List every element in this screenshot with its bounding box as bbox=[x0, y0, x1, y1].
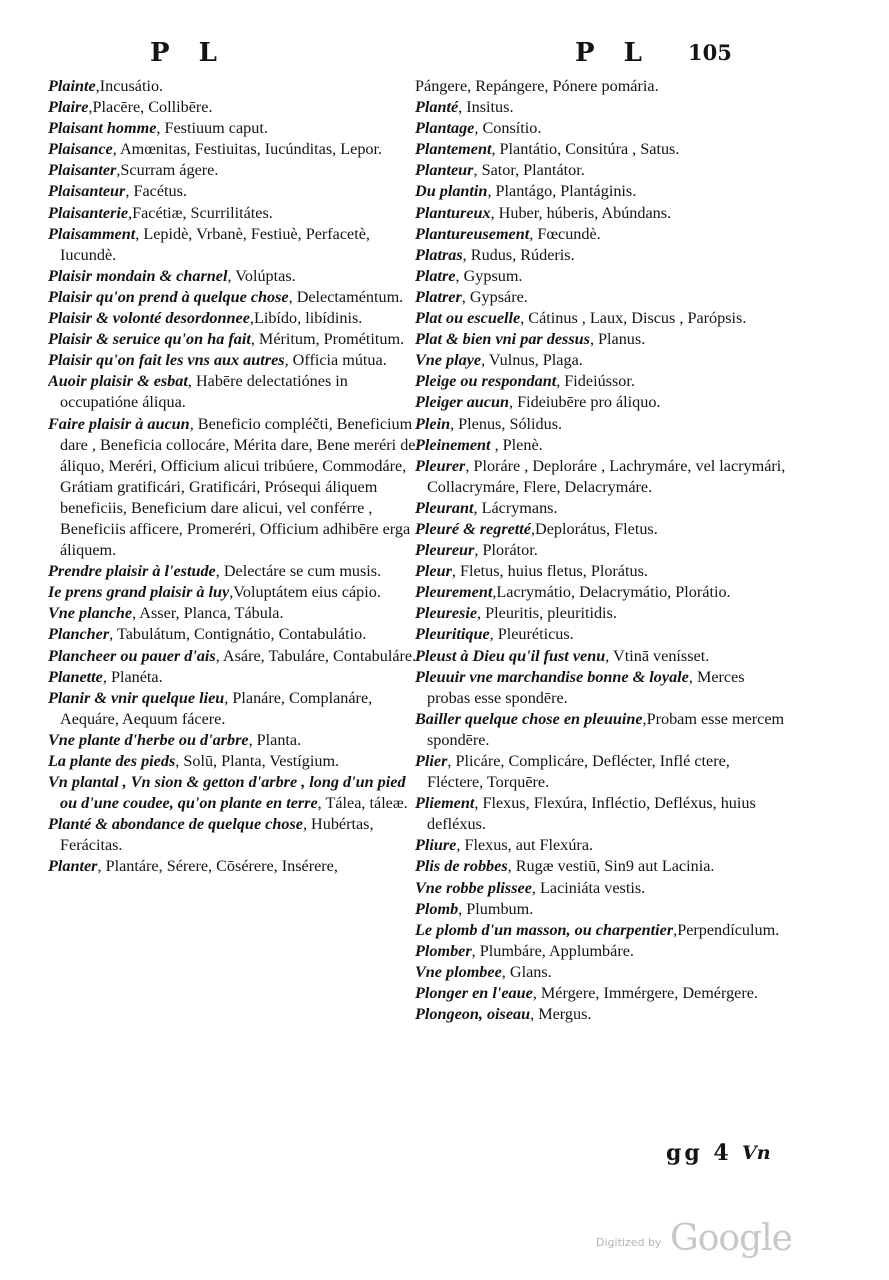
signature-mark: gg 4 bbox=[666, 1140, 732, 1166]
entry-headword: Plainte bbox=[48, 77, 96, 95]
entry-headword: Pleust à Dieu qu'il fust venu bbox=[415, 646, 606, 665]
entry-gloss: , Planus. bbox=[589, 330, 646, 349]
entry-headword: Plaisamment bbox=[48, 224, 136, 243]
dictionary-entry bbox=[415, 941, 787, 962]
entry-headword: Plomber bbox=[415, 941, 472, 960]
entry-headword: Bailler quelque chose en pleuuine bbox=[415, 709, 643, 728]
entry-headword: Platras bbox=[415, 245, 463, 264]
entry-headword: Plaisanter bbox=[48, 161, 117, 180]
entry-headword: Plaisir qu'on prend à quelque chose bbox=[48, 287, 289, 306]
dictionary-entry bbox=[48, 139, 420, 160]
entry-gloss: ,Probam esse mercem spondēre. bbox=[427, 709, 785, 749]
entry-headword: Plaisanteur bbox=[48, 182, 126, 201]
dictionary-entry bbox=[415, 266, 787, 287]
entry-headword: Pleinement bbox=[415, 435, 491, 454]
entry-headword: Pleuritique bbox=[415, 625, 490, 644]
dictionary-entry bbox=[48, 266, 420, 287]
dictionary-entry bbox=[48, 646, 420, 667]
entry-headword: Planter bbox=[48, 857, 98, 876]
dictionary-entry bbox=[48, 371, 420, 413]
dictionary-entry bbox=[415, 76, 787, 97]
dictionary-entry bbox=[415, 224, 787, 245]
entry-gloss: , Fœcundè. bbox=[529, 224, 601, 243]
entry-gloss: , Vulnus, Plaga. bbox=[481, 351, 583, 370]
dictionary-entry bbox=[48, 287, 420, 308]
entry-headword: Plantage bbox=[415, 119, 475, 138]
dictionary-entry bbox=[48, 751, 420, 772]
dictionary-entry bbox=[48, 814, 420, 856]
entry-headword: Vne plombee bbox=[415, 962, 502, 981]
entry-headword: Plaisir qu'on fait les vns aux autres bbox=[48, 351, 285, 370]
entry-headword: Faire plaisir à aucun bbox=[48, 414, 190, 433]
entry-headword: Plat ou escuelle bbox=[415, 309, 521, 328]
dictionary-entry bbox=[415, 329, 787, 350]
dictionary-entry bbox=[415, 308, 787, 329]
entry-headword: Pleurant bbox=[415, 498, 474, 517]
dictionary-entry bbox=[48, 688, 420, 730]
dictionary-entry bbox=[415, 793, 787, 835]
dictionary-entry bbox=[415, 139, 787, 160]
dictionary-entry bbox=[415, 540, 787, 561]
entry-headword: Pleurer bbox=[415, 456, 466, 475]
entry-gloss: , Rudus, Rúderis. bbox=[462, 245, 575, 264]
entry-headword: Pleuré & regretté bbox=[415, 519, 531, 538]
entry-gloss: ,Voluptátem eius cápio. bbox=[229, 583, 381, 602]
entry-gloss: , Merces probas esse spondēre. bbox=[427, 667, 745, 707]
entry-gloss: , Fideiússor. bbox=[556, 372, 635, 391]
entry-gloss: , Fletus, huius fletus, Plorátus. bbox=[451, 562, 648, 581]
dictionary-entry bbox=[415, 878, 787, 899]
dictionary-entry bbox=[415, 646, 787, 667]
dictionary-entry bbox=[415, 899, 787, 920]
entry-gloss: , Méritum, Prométitum. bbox=[250, 330, 405, 349]
entry-gloss: , Tálea, táleæ. bbox=[317, 794, 408, 813]
entry-gloss: , Plumbáre, Applumbáre. bbox=[471, 941, 634, 960]
entry-headword: Pliure bbox=[415, 836, 457, 855]
entry-gloss: , Planéta. bbox=[102, 667, 163, 686]
entry-headword: Plaisance bbox=[48, 140, 113, 159]
google-logo: Google bbox=[670, 1218, 792, 1259]
entry-gloss: , Gypsum. bbox=[455, 266, 523, 285]
entry-gloss: , Habēre delectatiónes in occupatióne áliqua. bbox=[60, 372, 348, 412]
entry-gloss: , Delectáre se cum musis. bbox=[215, 562, 382, 581]
left-column bbox=[48, 76, 420, 1146]
entry-headword: Plaisir & seruice qu'on ha fait bbox=[48, 330, 251, 349]
dictionary-entry bbox=[48, 603, 420, 624]
entry-headword: Auoir plaisir & esbat bbox=[48, 372, 188, 391]
entry-gloss: , Sator, Plantátor. bbox=[473, 161, 585, 180]
dictionary-entry bbox=[415, 1004, 787, 1025]
entry-gloss: , Festiuum caput. bbox=[156, 119, 268, 138]
entry-headword: Plein bbox=[415, 414, 451, 433]
dictionary-entry bbox=[415, 667, 787, 709]
entry-gloss: , Huber, húberis, Abúndans. bbox=[490, 203, 672, 222]
entry-headword: Plancheer ou pauer d'ais bbox=[48, 646, 216, 665]
dictionary-entry bbox=[415, 371, 787, 392]
dictionary-entry bbox=[48, 730, 420, 751]
dictionary-entry bbox=[48, 97, 420, 118]
dictionary-entry bbox=[415, 856, 787, 877]
entry-gloss: , Beneficio compléčti, Beneficium dare , Beneficia collocáre, Mérita dare, Bene meréri de áliquo, Meréri, Officium alicui tribúere, Commodáre, Grátiam gratificári, Gratificári, Prósequi áliquem beneficiis, Beneficium dare alicui, vel conférre , Beneficiis afficere, Promeréri, Officium adhibēre erga áliquem. bbox=[60, 414, 416, 560]
entry-gloss: , Lácrymans. bbox=[473, 498, 558, 517]
dictionary-entry bbox=[48, 856, 420, 877]
entry-gloss: , Facétus. bbox=[125, 182, 187, 201]
dictionary-entry bbox=[415, 97, 787, 118]
entry-headword: Plaisir & volonté desordonnee bbox=[48, 309, 250, 328]
dictionary-entry bbox=[415, 519, 787, 540]
dictionary-entry bbox=[415, 603, 787, 624]
entry-headword: Planette bbox=[48, 667, 103, 686]
entry-gloss: , Solū, Planta, Vestígium. bbox=[175, 752, 340, 770]
page-header bbox=[0, 38, 889, 70]
entry-headword: Platrer bbox=[415, 287, 462, 306]
right-running-head: P L bbox=[575, 38, 652, 68]
entry-gloss: , Planta. bbox=[248, 730, 302, 749]
dictionary-entry bbox=[415, 392, 787, 413]
entry-headword: Planir & vnir quelque lieu bbox=[48, 688, 225, 707]
dictionary-entry bbox=[415, 835, 787, 856]
dictionary-entry bbox=[48, 350, 420, 371]
entry-gloss: , Plantátio, Consitúra , Satus. bbox=[491, 140, 680, 159]
entry-gloss: ,Libído, libídinis. bbox=[249, 309, 363, 328]
entry-headword: Plaire bbox=[48, 98, 89, 117]
entry-headword: La plante des pieds bbox=[48, 752, 176, 770]
entry-gloss: ,Scurram ágere. bbox=[116, 161, 219, 180]
entry-gloss: , Laciniáta vestis. bbox=[531, 878, 646, 897]
right-column bbox=[415, 76, 787, 1146]
entry-headword: Plonger en l'eaue bbox=[415, 984, 533, 1003]
entry-gloss: , Rugæ vestiū, Sin9 aut Lacinia. bbox=[507, 857, 715, 876]
dictionary-entry bbox=[48, 624, 420, 645]
page-number: 105 bbox=[688, 40, 732, 65]
entry-gloss: , Cátinus , Laux, Discus , Parópsis. bbox=[520, 309, 747, 328]
entry-gloss: , Asáre, Tabuláre, Contabuláre. bbox=[215, 646, 417, 665]
entry-gloss: , Planáre, Complanáre, Aequáre, Aequum fácere. bbox=[60, 688, 373, 728]
entry-gloss: ,Deplorátus, Fletus. bbox=[530, 519, 658, 538]
dictionary-entry bbox=[415, 709, 787, 751]
entry-headword: Vn plantal , Vn sion & getton d'arbre , long d'un pied ou d'une coudee, qu'on plante en terre bbox=[48, 773, 406, 813]
dictionary-entry bbox=[415, 160, 787, 181]
entry-gloss: , Plenus, Sólidus. bbox=[450, 414, 563, 433]
page-footer bbox=[0, 1140, 889, 1170]
entry-headword: Ie prens grand plaisir à luy bbox=[48, 583, 230, 602]
entry-gloss: ,Placēre, Collibēre. bbox=[88, 98, 213, 117]
entry-headword: Pleuresie bbox=[415, 604, 478, 623]
dictionary-entry bbox=[48, 76, 420, 97]
entry-gloss: , Pleuritis, pleuritidis. bbox=[477, 604, 617, 623]
entry-headword: Plis de robbes bbox=[415, 857, 508, 876]
dictionary-entry bbox=[415, 751, 787, 793]
entry-headword: Plantureusement bbox=[415, 224, 530, 243]
entry-gloss: , Plorátor. bbox=[474, 541, 538, 560]
dictionary-entry bbox=[48, 224, 420, 266]
entry-headword: Plat & bien vni par dessus bbox=[415, 330, 590, 349]
dictionary-entry bbox=[415, 498, 787, 519]
entry-gloss: , Officia mútua. bbox=[284, 351, 387, 370]
entry-headword: Planté bbox=[415, 98, 459, 117]
dictionary-entry bbox=[415, 456, 787, 498]
entry-headword: Planté & abondance de quelque chose bbox=[48, 815, 303, 834]
dictionary-entry bbox=[415, 350, 787, 371]
entry-headword: Plier bbox=[415, 752, 448, 770]
entry-headword: Plaisant homme bbox=[48, 119, 157, 138]
dictionary-entry bbox=[48, 667, 420, 688]
entry-gloss: , Gypsáre. bbox=[461, 287, 528, 306]
dictionary-entry bbox=[48, 414, 420, 562]
entry-gloss: , Plumbum. bbox=[458, 899, 534, 918]
entry-gloss: , Glans. bbox=[501, 962, 552, 981]
dictionary-entry bbox=[415, 582, 787, 603]
dictionary-entry bbox=[415, 920, 787, 941]
dictionary-entry bbox=[415, 181, 787, 202]
entry-gloss: , Plantáre, Sérere, Cōsérere, Insérere, bbox=[97, 857, 338, 876]
dictionary-entry bbox=[48, 181, 420, 202]
entry-headword: Planteur bbox=[415, 161, 474, 180]
entry-headword: Pleurement bbox=[415, 583, 493, 602]
dictionary-entry bbox=[415, 414, 787, 435]
dictionary-entry bbox=[48, 160, 420, 181]
entry-gloss: , Tabulátum, Contignátio, Contabulátio. bbox=[109, 625, 367, 644]
entry-gloss: , Consítio. bbox=[474, 119, 542, 138]
entry-gloss: , Plenè. bbox=[490, 435, 543, 454]
entry-gloss: , Hubértas, Ferácitas. bbox=[60, 815, 374, 855]
entry-gloss: , Delectaméntum. bbox=[288, 287, 404, 306]
entry-gloss: , Fideiubēre pro áliquo. bbox=[508, 393, 661, 412]
digitized-label: Digitized by bbox=[596, 1236, 662, 1249]
entry-headword: Pleureur bbox=[415, 541, 475, 560]
entry-gloss: , Volúptas. bbox=[227, 266, 296, 285]
entry-gloss: , Ploráre , Deploráre , Lachrymáre, vel lacrymári, Collacrymáre, Flere, Delacrymáre. bbox=[427, 456, 786, 496]
entry-gloss: , Mergus. bbox=[530, 1005, 592, 1024]
entry-headword: Platre bbox=[415, 266, 456, 285]
entry-headword: Le plomb d'un masson, ou charpentier bbox=[415, 920, 674, 939]
entry-headword: Pleuuir vne marchandise bonne & loyale bbox=[415, 667, 689, 686]
entry-headword: Plaisanterie bbox=[48, 203, 129, 222]
dictionary-entry bbox=[415, 287, 787, 308]
entry-headword: Plongeon, oiseau bbox=[415, 1005, 531, 1024]
entry-headword: Plancher bbox=[48, 625, 110, 644]
entry-gloss: , Asser, Planca, Tábula. bbox=[132, 604, 284, 623]
entry-headword: Prendre plaisir à l'estude bbox=[48, 562, 216, 581]
entry-headword: Plantement bbox=[415, 140, 492, 159]
dictionary-entry bbox=[415, 203, 787, 224]
entry-headword: Vne robbe plissee bbox=[415, 878, 532, 897]
entry-gloss: , Amœnitas, Festiuitas, Iucúnditas, Lepor. bbox=[112, 140, 383, 159]
entry-headword: Plantureux bbox=[415, 203, 491, 222]
entry-headword: Pleur bbox=[415, 562, 452, 581]
entry-gloss: ,Lacrymátio, Delacrymátio, Plorátio. bbox=[492, 583, 731, 602]
dictionary-entry bbox=[415, 561, 787, 582]
dictionary-entry bbox=[48, 118, 420, 139]
dictionary-entry bbox=[415, 118, 787, 139]
dictionary-entry bbox=[415, 435, 787, 456]
catchword: Vn bbox=[742, 1142, 771, 1164]
dictionary-entry bbox=[415, 962, 787, 983]
entry-headword: Pliement bbox=[415, 794, 475, 813]
dictionary-entry bbox=[48, 561, 420, 582]
entry-gloss: , Flexus, aut Flexúra. bbox=[456, 836, 594, 855]
dictionary-entry bbox=[48, 329, 420, 350]
dictionary-entry bbox=[415, 245, 787, 266]
entry-gloss: ,Perpendículum. bbox=[673, 920, 780, 939]
dictionary-entry bbox=[415, 983, 787, 1004]
entry-gloss: , Vtinā venísset. bbox=[605, 646, 710, 665]
dictionary-entry bbox=[48, 772, 420, 814]
entry-headword: Du plantin bbox=[415, 182, 488, 201]
entry-headword: Vne plante d'herbe ou d'arbre bbox=[48, 730, 249, 749]
entry-gloss: , Plicáre, Complicáre, Deflécter, Inflé ctere, Fléctere, Torquēre. bbox=[427, 752, 730, 792]
entry-gloss: , Insitus. bbox=[458, 98, 514, 117]
left-running-head: P L bbox=[150, 38, 227, 68]
entry-headword: Plomb bbox=[415, 899, 459, 918]
entry-gloss: ,Facétiæ, Scurrilitátes. bbox=[128, 203, 273, 222]
entry-headword: Pleiger aucun bbox=[415, 393, 509, 412]
entry-headword: Vne planche bbox=[48, 604, 133, 623]
dictionary-entry bbox=[415, 624, 787, 645]
entry-headword: Vne playe bbox=[415, 351, 482, 370]
entry-gloss: , Flexus, Flexúra, Infléctio, Defléxus, huius defléxus. bbox=[427, 794, 756, 834]
entry-gloss: , Pleuréticus. bbox=[489, 625, 574, 644]
entry-gloss: , Mérgere, Immérgere, Demérgere. bbox=[532, 984, 758, 1003]
entry-gloss: Pángere, Repángere, Pónere pomária. bbox=[415, 77, 659, 95]
entry-gloss: ,Incusátio. bbox=[95, 77, 164, 95]
dictionary-entry bbox=[48, 582, 420, 603]
dictionary-entry bbox=[48, 203, 420, 224]
entry-headword: Plaisir mondain & charnel bbox=[48, 266, 228, 285]
entry-gloss: , Plantágo, Plantáginis. bbox=[487, 182, 637, 201]
dictionary-entry bbox=[48, 308, 420, 329]
entry-gloss: , Lepidè, Vrbanè, Festiuè, Perfacetè, Iucundè. bbox=[60, 224, 370, 264]
entry-headword: Pleige ou respondant bbox=[415, 372, 557, 391]
